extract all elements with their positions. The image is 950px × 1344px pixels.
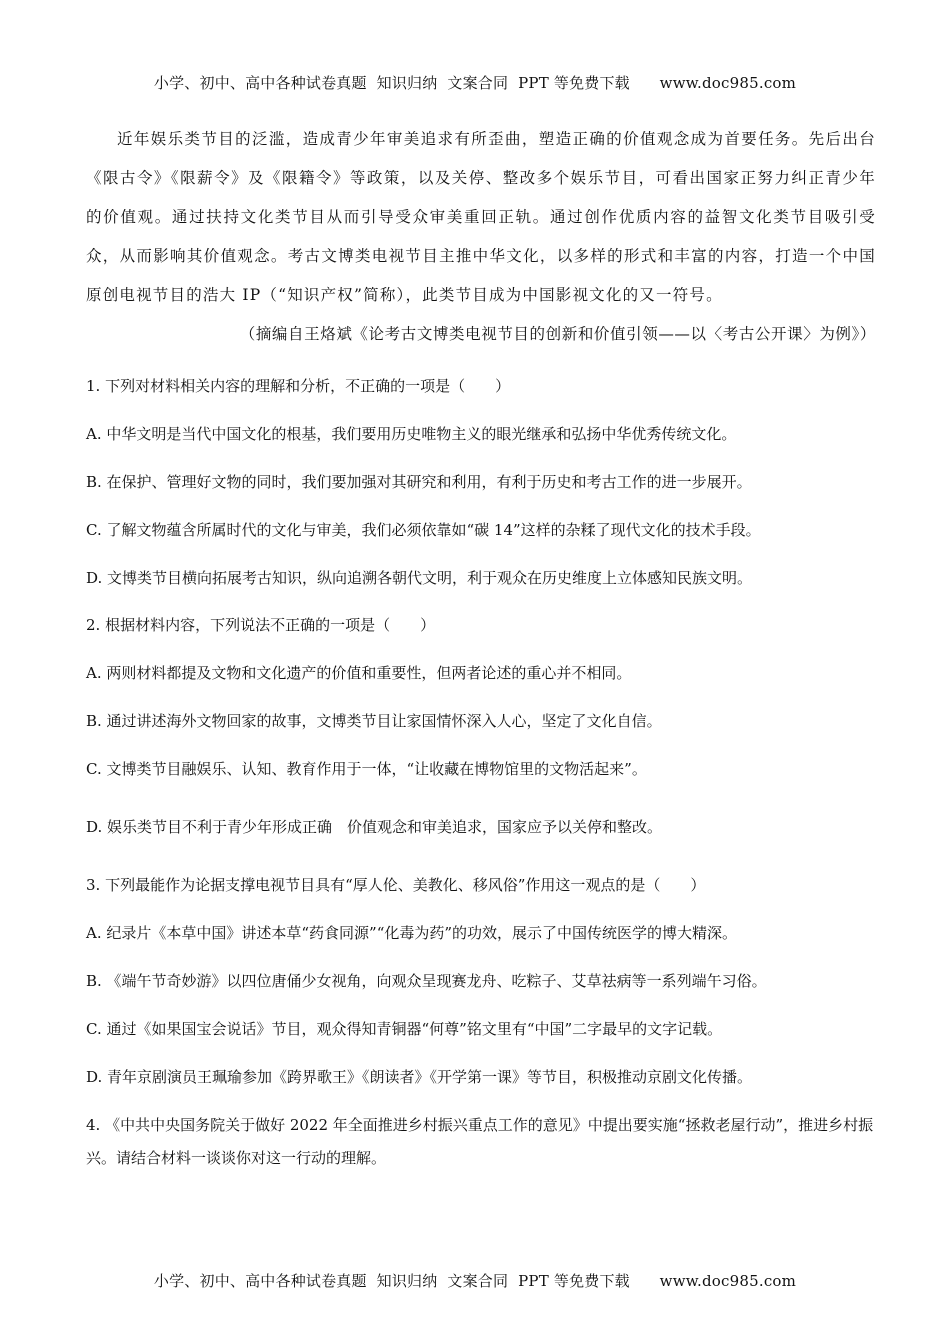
question-3-stem: 3. 下列最能作为论据支撑电视节目具有“厚人伦、美教化、移风俗”作用这一观点的是（ ）	[86, 876, 706, 894]
question-2-option-d: D. 娱乐类节目不利于青少年形成正确 价值观念和审美追求，国家应予以关停和整改。	[86, 818, 663, 836]
question-3-option-b: B. 《端午节奇妙游》以四位唐俑少女视角，向观众呈现赛龙舟、吃粽子、艾草祛病等一系列端午习俗。	[86, 972, 767, 990]
question-1-option-b: B. 在保护、管理好文物的同时，我们要加强对其研究和利用，有利于历史和考古工作的进一步展开。	[86, 473, 752, 491]
question-3-option-c: C. 通过《如果国宝会说话》节目，观众得知青铜器“何尊”铭文里有“中国”二字最早的文字记载。	[86, 1020, 723, 1038]
question-2-option-c: C. 文博类节目融娱乐、认知、教育作用于一体，“让收藏在博物馆里的文物活起来”。	[86, 760, 647, 778]
page-header: 小学、初中、高中各种试卷真题 知识归纳 文案合同 PPT 等免费下载 www.doc985.com	[153, 74, 797, 92]
document-body	[86, 120, 876, 1175]
question-2-option-a: A. 两则材料都提及文物和文化遗产的价值和重要性，但两者论述的重心并不相同。	[86, 664, 632, 682]
question-2-stem: 2. 根据材料内容，下列说法不正确的一项是（ ）	[86, 616, 436, 634]
passage-source: （摘编自王烙斌《论考古文博类电视节目的创新和价值引领——以〈考古公开课〉为例》）	[239, 325, 876, 343]
question-3-option-a: A. 纪录片《本草中国》讲述本草“药食同源”“化毒为药”的功效，展示了中国传统医学的博大精深。	[86, 924, 738, 942]
question-2-option-b: B. 通过讲述海外文物回家的故事，文博类节目让家国情怀深入人心，坚定了文化自信。	[86, 712, 662, 730]
question-1-option-d: D. 文博类节目横向拓展考古知识，纵向追溯各朝代文明，利于观众在历史维度上立体感知民族文明。	[86, 569, 753, 587]
passage-paragraph: 近年娱乐类节目的泛滥，造成青少年审美追求有所歪曲，塑造正确的价值观念成为首要任务。先后出台《限古令》《限薪令》及《限籍令》等政策，以及关停、整改多个娱乐节目，可看出国家正努力纠正青少年的价值观。通过扶持文化类节目从而引导受众审美重回正轨。通过创作优质内容的益智文化类节目吸引受众，从而影响其价值观念。考古文博类电视节目主推中华文化，以多样的形式和丰富的内容，打造一个中国原创电视节目的浩大 IP（“知识产权”简称），此类节目成为中国影视文化的又一符号。	[86, 130, 876, 304]
page-footer: 小学、初中、高中各种试卷真题 知识归纳 文案合同 PPT 等免费下载 www.doc985.com	[153, 1272, 797, 1290]
question-1-option-a: A. 中华文明是当代中国文化的根基，我们要用历史唯物主义的眼光继承和弘扬中华优秀传统文化。	[86, 425, 737, 443]
question-4-stem: 4. 《中共中央国务院关于做好 2022 年全面推进乡村振兴重点工作的意见》中提出要实施“拯救老屋行动”，推进乡村振兴。请结合材料一谈谈你对这一行动的理解。	[86, 1116, 874, 1167]
question-1-option-c: C. 了解文物蕴含所属时代的文化与审美，我们必须依靠如“碳 14”这样的杂糅了现代文化的技术手段。	[86, 521, 761, 539]
question-3-option-d: D. 青年京剧演员王珮瑜参加《跨界歌王》《朗读者》《开学第一课》等节目，积极推动京剧文化传播。	[86, 1068, 753, 1086]
question-1-stem: 1. 下列对材料相关内容的理解和分析，不正确的一项是（ ）	[86, 377, 511, 395]
